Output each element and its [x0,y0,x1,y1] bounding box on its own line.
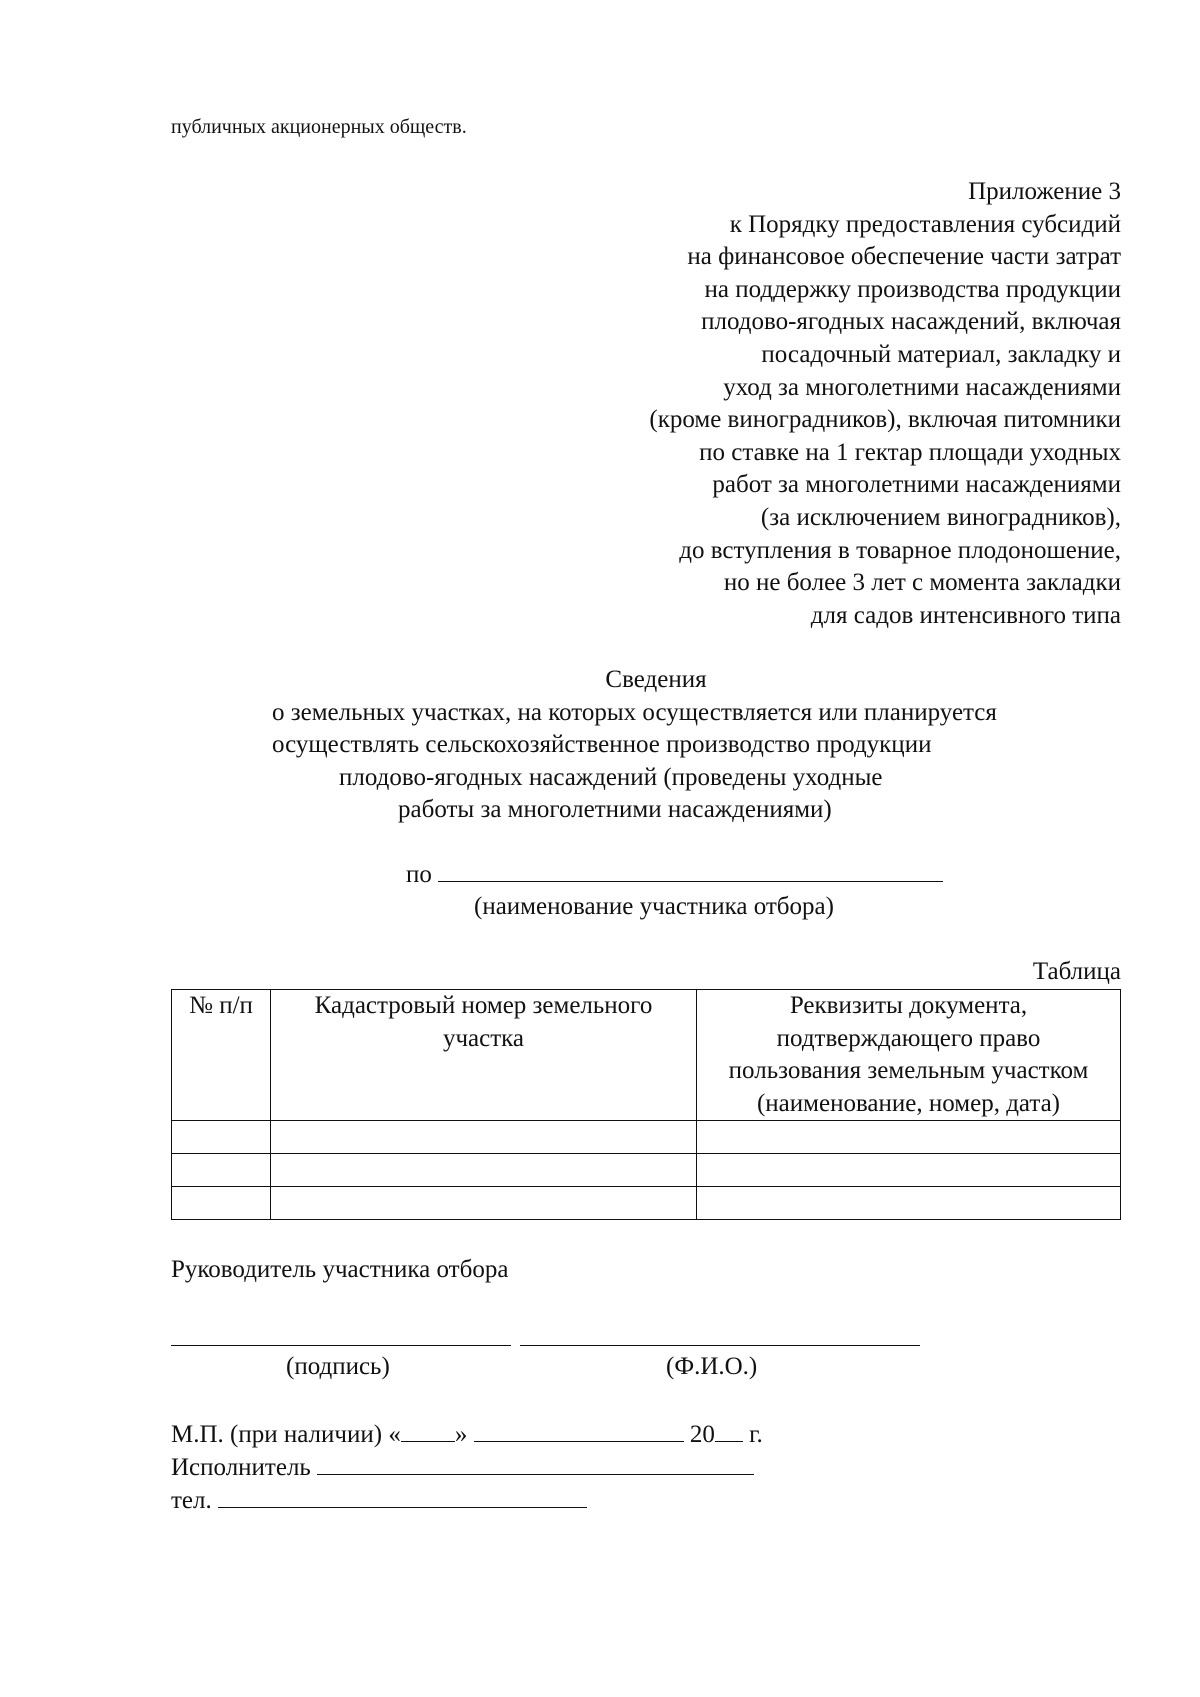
appendix-line: уход за многолетними насаждениями [723,373,1121,401]
column-header-document: Реквизиты документа, подтверждающего право пользования земельным участком (наименование, номер, дата) [697,990,1121,1121]
participant-caption: (наименование участника отбора) [474,893,834,920]
phone-label: тел. [171,1487,212,1514]
table-row [172,1187,1121,1220]
quote-close: » [454,1421,468,1448]
signature-field[interactable] [171,1345,511,1346]
table-cell[interactable] [172,1187,271,1220]
table-cell[interactable] [697,1121,1121,1154]
stamp-date-line [171,1419,763,1449]
table-label: Таблица [1032,958,1121,985]
land-plots-table [171,989,1121,1220]
participant-line [406,859,943,889]
appendix-line: работ за многолетними насаждениями [712,471,1121,499]
heading-line: работы за многолетними насаждениями) [398,796,832,824]
participant-prefix: по [406,861,432,888]
appendix-line: на поддержку производства продукции [704,275,1121,303]
appendix-line: к Порядку предоставления субсидий [729,210,1121,238]
full-name-caption: (Ф.И.О.) [666,1353,758,1380]
appendix-line: по ставке на 1 гектар площади уходных [699,438,1121,466]
document-heading [171,664,1121,827]
table-row [172,1121,1121,1154]
stamp-label: М.П. (при наличии) « [171,1421,401,1448]
month-field[interactable] [474,1419,684,1442]
day-field[interactable] [401,1419,455,1442]
heading-line: о земельных участках, на которых осуществляется или планируется [272,698,997,726]
heading-line: осуществлять сельскохозяйственное производство продукции [272,731,932,759]
table-cell[interactable] [697,1154,1121,1187]
executor-label: Исполнитель [171,1454,311,1481]
signature-caption: (подпись) [286,1353,390,1380]
phone-field[interactable] [218,1485,587,1508]
head-label: Руководитель участника отбора [171,1256,509,1283]
appendix-line: до вступления в товарное плодоношение, [679,536,1121,564]
appendix-line: (за исключением виноградников), [760,503,1121,531]
column-header-cadastral: Кадастровый номер земельного участка [271,990,697,1121]
year-prefix: 20 [689,1421,715,1448]
participant-name-field[interactable] [438,859,943,882]
table-cell[interactable] [172,1154,271,1187]
appendix-line: плодово-ягодных насаждений, включая [701,308,1121,336]
year-suffix: г. [749,1421,763,1448]
appendix-title: Приложение 3 [968,178,1121,205]
appendix-line: посадочный материал, закладку и [761,340,1121,368]
table-cell[interactable] [271,1187,697,1220]
table-cell[interactable] [172,1121,271,1154]
executor-line [171,1452,754,1482]
table-cell[interactable] [271,1154,697,1187]
heading-line: плодово-ягодных насаждений (проведены уходные [339,763,883,791]
phone-line [171,1485,587,1515]
full-name-field[interactable] [520,1345,920,1346]
appendix-line: для садов интенсивного типа [810,601,1121,629]
executor-field[interactable] [317,1452,754,1475]
year-field[interactable] [715,1419,743,1442]
table-row [172,1154,1121,1187]
column-header-number: № п/п [172,990,271,1121]
table-cell[interactable] [697,1187,1121,1220]
heading-title: Сведения [605,666,707,693]
appendix-line: (кроме виноградников), включая питомники [649,406,1121,434]
table-header-row [172,990,1121,1121]
appendix-block [481,176,1121,632]
appendix-line: на финансовое обеспечение части затрат [687,243,1121,271]
appendix-line: но не более 3 лет с момента закладки [723,569,1121,597]
table-cell[interactable] [271,1121,697,1154]
continuation-text: публичных акционерных обществ. [171,116,467,138]
